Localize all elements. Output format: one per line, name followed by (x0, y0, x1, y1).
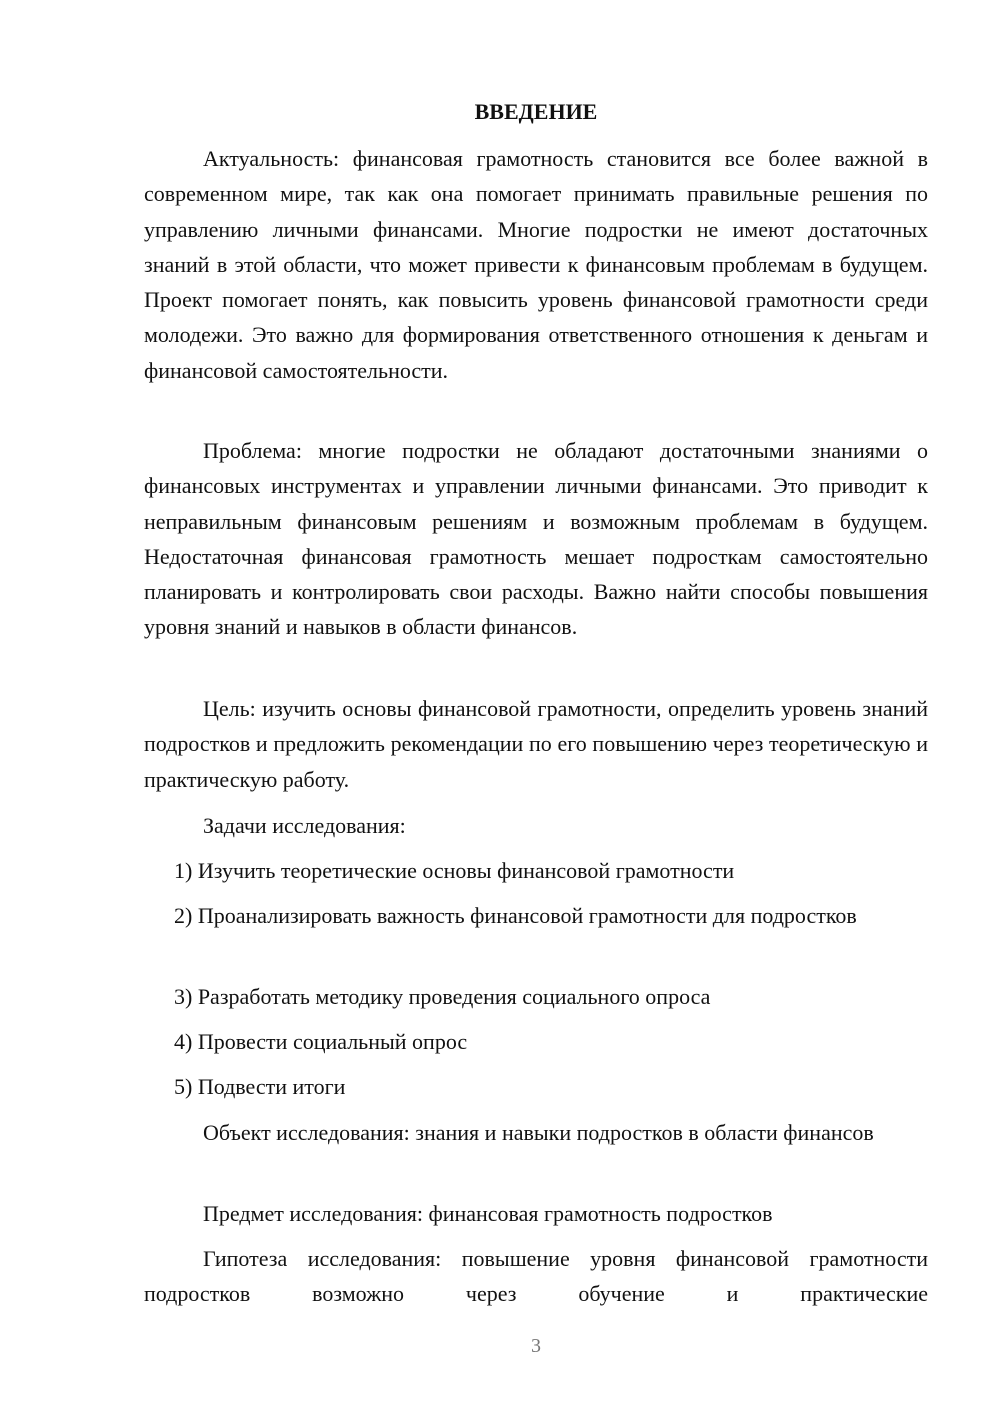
task-3-block (144, 979, 928, 1014)
task-item-3: 3) Разработать методику проведения социального опроса (174, 984, 711, 1009)
relevance-paragraph-block (144, 141, 928, 388)
task-item-1: 1) Изучить теоретические основы финансовой грамотности (174, 858, 735, 883)
object-paragraph-block (144, 1115, 928, 1150)
task-1-block (144, 853, 928, 888)
hypothesis-paragraph-block (144, 1241, 928, 1312)
subject-paragraph-block (144, 1196, 928, 1231)
task-2-block (144, 898, 928, 933)
hypothesis-paragraph: Гипотеза исследования: повышение уровня финансовой грамотности подростков возможно через обучение и практические (144, 1246, 928, 1307)
task-4-block (144, 1024, 928, 1059)
page-number: 3 (531, 1335, 541, 1357)
section-heading: ВВЕДЕНИЕ (474, 99, 598, 124)
goal-paragraph: Цель: изучить основы финансовой грамотности, определить уровень знаний подростков и предложить рекомендации по его повышению через теоретическую и практическую работу. (144, 696, 928, 792)
task-5-block (144, 1069, 928, 1104)
object-paragraph: Объект исследования: знания и навыки подростков в области финансов (203, 1120, 874, 1145)
task-item-2: 2) Проанализировать важность финансовой грамотности для подростков (174, 903, 857, 928)
tasks-title: Задачи исследования: (203, 813, 406, 838)
task-item-4: 4) Провести социальный опрос (174, 1029, 468, 1054)
goal-paragraph-block (144, 691, 928, 797)
problem-paragraph: Проблема: многие подростки не обладают достаточными знаниями о финансовых инструментах и управлении личными финансами. Это приводит к неправильным финансовым решениям и возможным проблемам в будущем. Недостаточная финансовая грамотность мешает подросткам самостоятельно планировать и контролировать свои расходы. Важно найти способы повышения уровня знаний и навыков в области финансов. (144, 438, 928, 640)
problem-paragraph-block (144, 433, 928, 645)
tasks-title-block (144, 808, 928, 843)
subject-paragraph: Предмет исследования: финансовая грамотность подростков (203, 1201, 773, 1226)
task-item-5: 5) Подвести итоги (174, 1074, 346, 1099)
relevance-paragraph: Актуальность: финансовая грамотность становится все более важной в современном мире, так как она помогает принимать правильные решения по управлению личными финансами. Многие подростки не имеют достаточных знаний в этой области, что может привести к финансовым проблемам в будущем. Проект помогает понять, как повысить уровень финансовой грамотности среди молодежи. Это важно для формирования ответственного отношения к деньгам и финансовой самостоятельности. (144, 146, 928, 383)
